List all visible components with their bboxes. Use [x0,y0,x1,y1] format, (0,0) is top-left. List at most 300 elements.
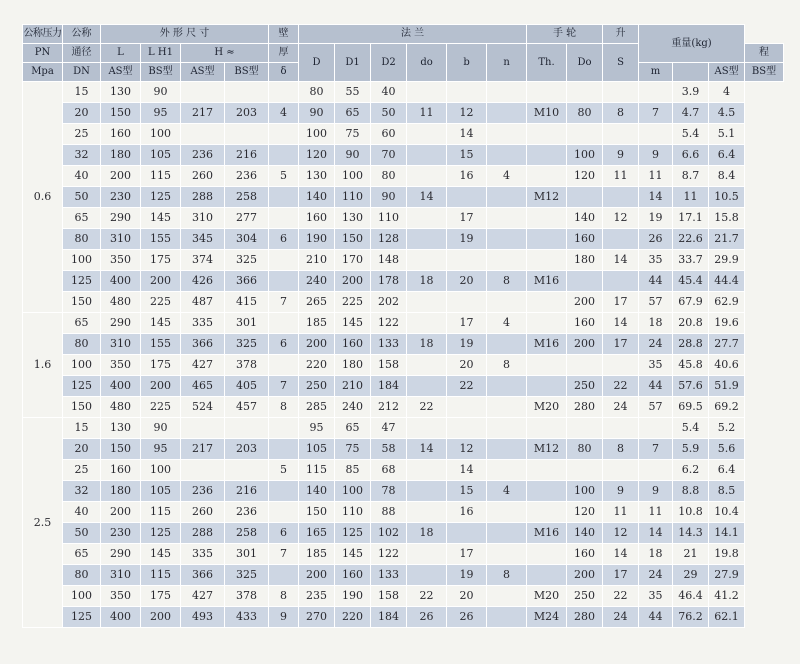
table-row [23,313,784,334]
header-pressure: 公称压力 [23,25,63,44]
table-cell: 14.1 [709,523,745,544]
table-cell: 45.8 [673,355,709,376]
table-cell: 69.2 [709,397,745,418]
header-h: H ≈ [181,44,269,63]
table-cell: 8 [269,397,299,418]
table-cell: 125 [63,376,101,397]
header-do-wheel: Do [567,44,603,82]
table-cell: 304 [225,229,269,250]
table-cell: 19 [639,208,673,229]
table-cell [407,418,447,439]
table-cell [407,565,447,586]
table-cell: 20 [447,355,487,376]
table-cell: 16 [447,166,487,187]
pressure-cell: 2.5 [23,418,63,628]
table-cell: 115 [141,166,181,187]
table-cell: 200 [299,334,335,355]
table-cell: 11 [407,103,447,124]
table-cell: 160 [567,313,603,334]
header-as-type-weight: AS型 [709,63,745,82]
table-cell: 17 [603,334,639,355]
table-cell [225,460,269,481]
table-cell: 17 [603,292,639,313]
table-cell: 236 [181,481,225,502]
table-cell: 19.6 [709,313,745,334]
table-cell: 220 [299,355,335,376]
table-cell: 67.9 [673,292,709,313]
table-cell: 133 [371,334,407,355]
table-cell [603,124,639,145]
table-cell: 22 [407,586,447,607]
table-cell: 24 [603,607,639,628]
table-cell: 175 [141,250,181,271]
table-cell: 57 [639,292,673,313]
table-cell: M20 [527,397,567,418]
table-cell: 40 [371,82,407,103]
header-wall: 壁 [269,25,299,44]
table-cell: M24 [527,607,567,628]
table-cell: 378 [225,355,269,376]
table-cell: 46.4 [673,586,709,607]
table-cell: 65 [335,103,371,124]
table-cell [407,544,447,565]
table-cell: 15 [63,418,101,439]
table-row [23,586,784,607]
table-cell: 19.8 [709,544,745,565]
table-cell: 155 [141,229,181,250]
table-cell: 160 [101,124,141,145]
table-cell: 100 [63,250,101,271]
table-cell: 80 [63,229,101,250]
table-row [23,607,784,628]
table-cell: 125 [63,607,101,628]
table-cell: 5.1 [709,124,745,145]
table-cell: 457 [225,397,269,418]
table-cell: 426 [181,271,225,292]
table-cell: 400 [101,376,141,397]
table-cell: 14 [447,124,487,145]
table-cell: 487 [181,292,225,313]
table-cell: 18 [407,271,447,292]
table-cell: 270 [299,607,335,628]
table-cell [407,166,447,187]
table-cell: 160 [567,544,603,565]
table-cell: 350 [101,250,141,271]
table-cell: 22 [603,376,639,397]
table-cell: 150 [63,397,101,418]
table-cell: 55 [335,82,371,103]
table-cell: 350 [101,586,141,607]
table-cell: 6.4 [709,460,745,481]
table-cell: 130 [101,418,141,439]
table-cell: 6 [269,334,299,355]
table-cell: 230 [101,187,141,208]
header-d1: D1 [335,44,371,82]
table-cell: 150 [101,103,141,124]
table-cell [407,481,447,502]
table-cell: 4 [487,481,527,502]
table-cell: M16 [527,523,567,544]
table-cell: 16 [447,502,487,523]
table-cell [269,313,299,334]
table-cell: 7 [639,439,673,460]
table-cell: 250 [299,376,335,397]
table-row [23,523,784,544]
table-cell: 12 [447,439,487,460]
table-cell: 65 [335,418,371,439]
table-cell [407,250,447,271]
table-cell: 210 [299,250,335,271]
table-cell: 21 [673,544,709,565]
table-cell: 175 [141,586,181,607]
table-cell [567,460,603,481]
table-cell: 405 [225,376,269,397]
table-cell: 335 [181,313,225,334]
table-cell [487,523,527,544]
table-cell: 290 [101,208,141,229]
table-cell [407,229,447,250]
table-cell: 17 [603,565,639,586]
table-row [23,544,784,565]
table-cell: 24 [639,334,673,355]
table-cell: 65 [63,208,101,229]
table-cell: 200 [335,271,371,292]
table-cell: 100 [141,460,181,481]
table-cell: 217 [181,439,225,460]
header-bs-type-weight: BS型 [745,63,784,82]
header-delta: δ [269,63,299,82]
header-n: n [487,44,527,82]
table-cell [487,502,527,523]
table-cell: 9 [603,145,639,166]
table-cell [487,418,527,439]
table-cell: 190 [335,586,371,607]
table-cell: 175 [141,355,181,376]
table-cell: 225 [335,292,371,313]
table-cell: 184 [371,607,407,628]
table-cell: 225 [141,292,181,313]
table-cell: 12 [603,523,639,544]
table-cell: M10 [527,103,567,124]
table-cell: 100 [141,124,181,145]
table-cell: 200 [141,607,181,628]
table-cell: 22 [603,586,639,607]
table-cell: 60 [371,124,407,145]
table-cell: 85 [335,460,371,481]
table-cell [487,229,527,250]
table-cell: 35 [639,355,673,376]
table-cell: 28.8 [673,334,709,355]
table-cell: 203 [225,439,269,460]
table-cell: 465 [181,376,225,397]
table-cell: 290 [101,544,141,565]
table-cell [487,544,527,565]
header-d: D [299,44,335,82]
table-cell: 480 [101,292,141,313]
table-cell [603,82,639,103]
table-cell: 40 [63,166,101,187]
table-cell: 75 [335,439,371,460]
table-cell: 120 [567,502,603,523]
table-cell: 200 [567,292,603,313]
table-cell: 17 [447,544,487,565]
table-cell [447,82,487,103]
table-cell: 75 [335,124,371,145]
table-cell: 180 [101,481,141,502]
table-cell: 12 [447,103,487,124]
header-th: Th. [527,44,567,82]
table-cell: 8 [487,355,527,376]
table-cell [269,481,299,502]
table-cell: 433 [225,607,269,628]
table-cell: 160 [299,208,335,229]
table-cell [269,439,299,460]
table-cell: 57.6 [673,376,709,397]
table-cell: 160 [335,565,371,586]
table-cell: 14 [603,544,639,565]
table-cell: 236 [181,145,225,166]
table-cell: 27.9 [709,565,745,586]
table-cell: 115 [141,565,181,586]
table-cell [639,82,673,103]
table-cell: 11 [639,166,673,187]
table-cell: 200 [141,376,181,397]
table-cell: 105 [141,481,181,502]
table-cell: 14 [639,187,673,208]
table-cell: 110 [335,502,371,523]
table-cell: 47 [371,418,407,439]
table-cell [639,460,673,481]
table-cell: 178 [371,271,407,292]
table-row [23,355,784,376]
table-cell: 310 [101,565,141,586]
table-cell: 200 [141,271,181,292]
table-row [23,481,784,502]
table-cell [527,208,567,229]
table-row [23,460,784,481]
table-row [23,292,784,313]
table-cell: 150 [63,292,101,313]
table-cell [407,313,447,334]
table-cell: 258 [225,187,269,208]
table-cell: 88 [371,502,407,523]
table-cell: 325 [225,334,269,355]
table-cell: 80 [567,103,603,124]
table-cell [269,565,299,586]
table-cell: 200 [101,502,141,523]
table-cell: 90 [299,103,335,124]
table-cell: 250 [567,376,603,397]
table-cell [487,208,527,229]
table-cell: 133 [371,565,407,586]
table-cell: 180 [567,250,603,271]
header-m: m [639,63,673,82]
table-cell: 200 [299,565,335,586]
table-cell: 140 [299,481,335,502]
table-cell [603,229,639,250]
table-cell: 44 [639,376,673,397]
table-cell: 26 [407,607,447,628]
table-cell: 8.7 [673,166,709,187]
table-row [23,376,784,397]
table-cell [487,607,527,628]
table-cell: 5 [269,460,299,481]
table-cell: 100 [567,481,603,502]
table-cell [527,376,567,397]
table-cell: 301 [225,313,269,334]
table-cell: 400 [101,607,141,628]
table-cell [527,460,567,481]
table-cell: 125 [335,523,371,544]
table-cell: 335 [181,544,225,565]
table-row [23,103,784,124]
table-cell: 250 [567,586,603,607]
table-cell: 100 [63,586,101,607]
table-cell: 140 [567,208,603,229]
table-cell: 110 [371,208,407,229]
table-row [23,166,784,187]
table-cell [527,313,567,334]
table-cell: 8 [487,271,527,292]
table-cell: 14 [603,313,639,334]
table-cell: 10.5 [709,187,745,208]
table-cell: 120 [299,145,335,166]
valve-dimension-table [22,24,784,628]
table-cell [527,124,567,145]
table-cell: 236 [225,166,269,187]
table-cell [487,334,527,355]
pressure-cell: 0.6 [23,82,63,313]
table-cell [487,292,527,313]
table-cell [567,187,603,208]
table-cell: 378 [225,586,269,607]
table-cell: 277 [225,208,269,229]
table-header [23,25,784,82]
table-cell [567,418,603,439]
table-cell [527,481,567,502]
table-cell: 210 [335,376,371,397]
table-cell: 4.5 [709,103,745,124]
table-cell: 20 [447,586,487,607]
table-cell: 415 [225,292,269,313]
table-cell: 260 [181,502,225,523]
header-l: L [101,44,141,63]
table-cell: 4 [709,82,745,103]
header-l-h1: L H1 [141,44,181,63]
table-cell [447,523,487,544]
table-cell: 80 [371,166,407,187]
table-cell: 105 [299,439,335,460]
table-cell: 5.2 [709,418,745,439]
header-spacer [673,63,709,82]
table-cell: 32 [63,481,101,502]
table-cell: 290 [101,313,141,334]
table-cell: 51.9 [709,376,745,397]
table-cell: 110 [335,187,371,208]
table-cell: 200 [101,166,141,187]
table-cell [567,271,603,292]
table-cell [269,250,299,271]
table-cell: 158 [371,586,407,607]
table-cell: 310 [101,334,141,355]
table-cell: 374 [181,250,225,271]
table-cell: 69.5 [673,397,709,418]
table-cell [447,250,487,271]
table-cell: 170 [335,250,371,271]
table-cell: 57 [639,397,673,418]
table-cell: 7 [269,376,299,397]
table-cell: 8.5 [709,481,745,502]
table-cell [527,565,567,586]
table-cell [447,292,487,313]
table-cell: 212 [371,397,407,418]
table-cell: 40.6 [709,355,745,376]
table-cell: 3.9 [673,82,709,103]
header-d2: D2 [371,44,407,82]
table-cell: 100 [335,166,371,187]
table-cell: 22 [447,376,487,397]
table-cell: 145 [141,544,181,565]
table-cell: 366 [181,334,225,355]
table-cell: 236 [225,502,269,523]
header-bs-type-h: BS型 [225,63,269,82]
table-cell: 15.8 [709,208,745,229]
table-cell: 160 [101,460,141,481]
table-cell [269,145,299,166]
table-cell: M16 [527,334,567,355]
table-cell: 148 [371,250,407,271]
table-cell: 58 [371,439,407,460]
table-cell: 9 [603,481,639,502]
table-cell: 40 [63,502,101,523]
table-cell: 18 [407,523,447,544]
header-nominal: 公称 [63,25,101,44]
table-cell: 17 [447,313,487,334]
table-cell [181,460,225,481]
table-cell [603,271,639,292]
table-row [23,250,784,271]
table-cell: 15 [447,481,487,502]
table-cell: 8.4 [709,166,745,187]
table-row [23,145,784,166]
table-cell: 25 [63,124,101,145]
table-cell [269,82,299,103]
table-cell: 125 [141,523,181,544]
table-cell: 17 [447,208,487,229]
table-cell: M20 [527,586,567,607]
table-cell: 32 [63,145,101,166]
table-cell: 22.6 [673,229,709,250]
table-cell [181,124,225,145]
header-as-type-l: AS型 [101,63,141,82]
table-cell: 493 [181,607,225,628]
table-row [23,439,784,460]
table-cell [527,166,567,187]
table-cell: 9 [269,607,299,628]
table-cell: 11 [603,166,639,187]
header-outline-dimensions: 外 形 尺 寸 [101,25,269,44]
table-cell [407,208,447,229]
header-do: do [407,44,447,82]
table-cell: 130 [299,166,335,187]
table-cell: 180 [335,355,371,376]
table-cell: 29 [673,565,709,586]
table-body [23,82,784,628]
table-cell: M12 [527,187,567,208]
table-cell: 240 [335,397,371,418]
table-cell: 310 [181,208,225,229]
table-cell: 100 [335,481,371,502]
